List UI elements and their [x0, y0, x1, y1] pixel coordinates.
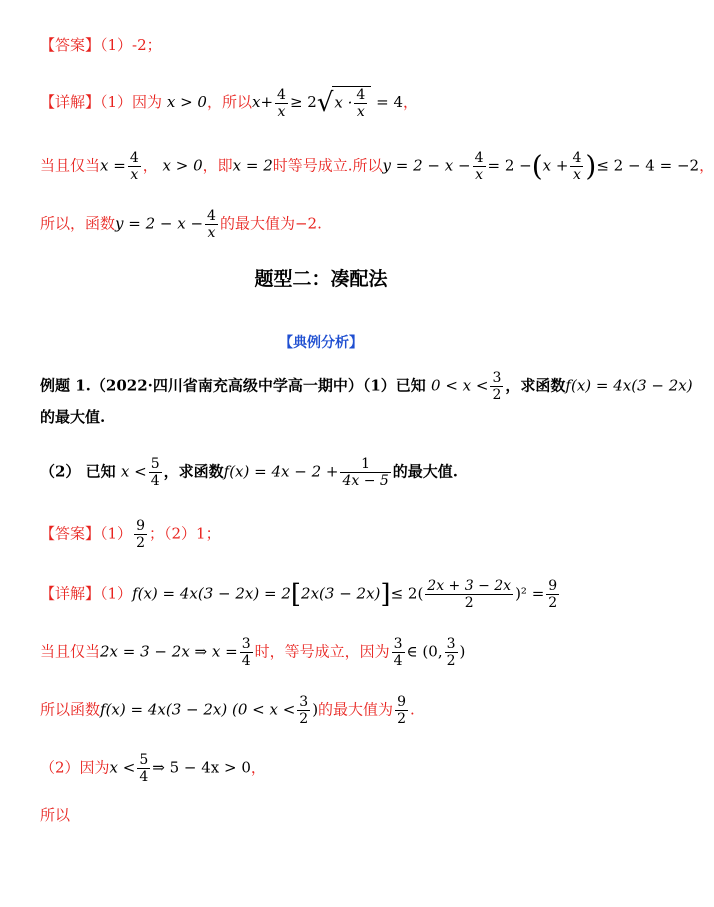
sqrt-body: x · $\frac{4}{x}$	[332, 86, 371, 120]
example-2: （2） 已知 x < $\frac{5}{4}$ ，求函数f(x) = 4x − 2 + $\frac{1}{4x - 5}$ 的最大值.	[40, 456, 459, 489]
section-title: 题型二：凑配法	[254, 268, 388, 290]
detail-line-2: 当且仅当x = $\frac{4}{x}$ ， x > 0，即x = 2时等号成立.所以y = 2 − x − $\frac{4}{x}$ = 2 −(x + $\frac{4}{x}$ )≤ 2 − 4 = −2，	[40, 149, 714, 183]
detail-line-1: 【详解】（1）因为 x > 0，所以x+ $\frac{4}{x}$ ≥ 2√x · $\frac{4}{x}$ = 4，	[40, 86, 419, 120]
detail-text: ，所以	[206, 93, 252, 111]
fraction: $\frac{4}{x}$	[207, 208, 216, 241]
detail-line-3: 所以，函数y = 2 − x − $\frac{4}{x}$ 的最大值为−2.	[40, 208, 322, 241]
detail-line-8: 所以	[40, 806, 71, 824]
example-1: 例题 1.（2022·四川省南充高级中学高一期中）（1）已知 0 < x < $\frac{3}{2}$ ，求函数f(x) = 4x(3 − 2x)	[40, 370, 693, 403]
example-1-cont: 的最大值.	[40, 408, 106, 426]
fraction: $\frac{3}{2}$	[446, 636, 456, 669]
detail-text: 所以，函数	[40, 214, 116, 233]
detail-line-4: 【详解】（1）f(x) = 4x(3 − 2x) = 2[2x(3 − 2x)]≤ 2( $\frac{2x + 3 - 2x}{2}$ )² = $\frac{9}{2}$	[40, 578, 558, 611]
answer-label: 【答案】	[40, 524, 101, 543]
fraction: $\frac{3}{4}$	[393, 636, 403, 669]
math-plus: +	[260, 93, 274, 111]
fraction: $\frac{5}{4}$	[150, 456, 160, 489]
detail-line-5: 当且仅当2x = 3 − 2x ⇒ x = $\frac{3}{4}$ 时，等号成立，因为 $\frac{3}{4}$ ∈ (0, $\frac{3}{2}$ )	[40, 636, 466, 669]
fraction: $\frac{9}{2}$	[136, 518, 145, 551]
math-ge: ≥ 2	[289, 93, 317, 111]
detail-label: 【详解】	[40, 584, 101, 603]
fraction: $\frac{3}{2}$	[299, 694, 309, 727]
fraction: $\frac{5}{4}$	[139, 752, 149, 785]
radical-sign: √	[316, 88, 334, 118]
fraction: $\frac{9}{2}$	[397, 694, 406, 727]
detail-line-7: （2）因为x < $\frac{5}{4}$ ⇒ 5 − 4x > 0，	[40, 752, 266, 785]
detail-label: 【详解】	[40, 93, 101, 111]
fraction: $\frac{4}{x}$	[277, 86, 286, 120]
detail-text: （1）因为	[100, 93, 163, 111]
math-cond: x > 0	[166, 93, 207, 111]
fraction: $\frac{9}{2}$	[548, 578, 558, 611]
fraction: $\frac{3}{4}$	[241, 636, 251, 669]
fraction: $\frac{1}{4x - 5}$	[342, 456, 389, 489]
fraction: $\frac{4}{x}$	[129, 150, 139, 183]
math-x: x	[251, 93, 261, 111]
example-label: 例题 1.（2022·四川省南充高级中学高一期中）（1）已知	[40, 376, 426, 395]
detail-text: 当且仅当	[40, 156, 101, 175]
answer-line-1	[40, 34, 162, 56]
subsection-title: 【典例分析】	[279, 335, 363, 351]
answer-text: （1）-2；	[100, 36, 162, 54]
fraction: $\frac{3}{2}$	[492, 370, 502, 403]
fraction: $\frac{4}{x}$	[572, 150, 582, 183]
fraction: $\frac{2x + 3 - 2x}{2}$	[427, 578, 512, 611]
detail-line-6: 所以函数f(x) = 4x(3 − 2x) (0 < x < $\frac{3}{2}$ )的最大值为 $\frac{9}{2}$ .	[40, 694, 415, 727]
fraction: $\frac{4}{x}$	[474, 150, 484, 183]
answer-label: 【答案】	[40, 36, 101, 54]
answer-line-2: 【答案】（1） $\frac{9}{2}$ ；（2）1；	[40, 518, 221, 551]
math-eq: = 4	[376, 93, 403, 111]
